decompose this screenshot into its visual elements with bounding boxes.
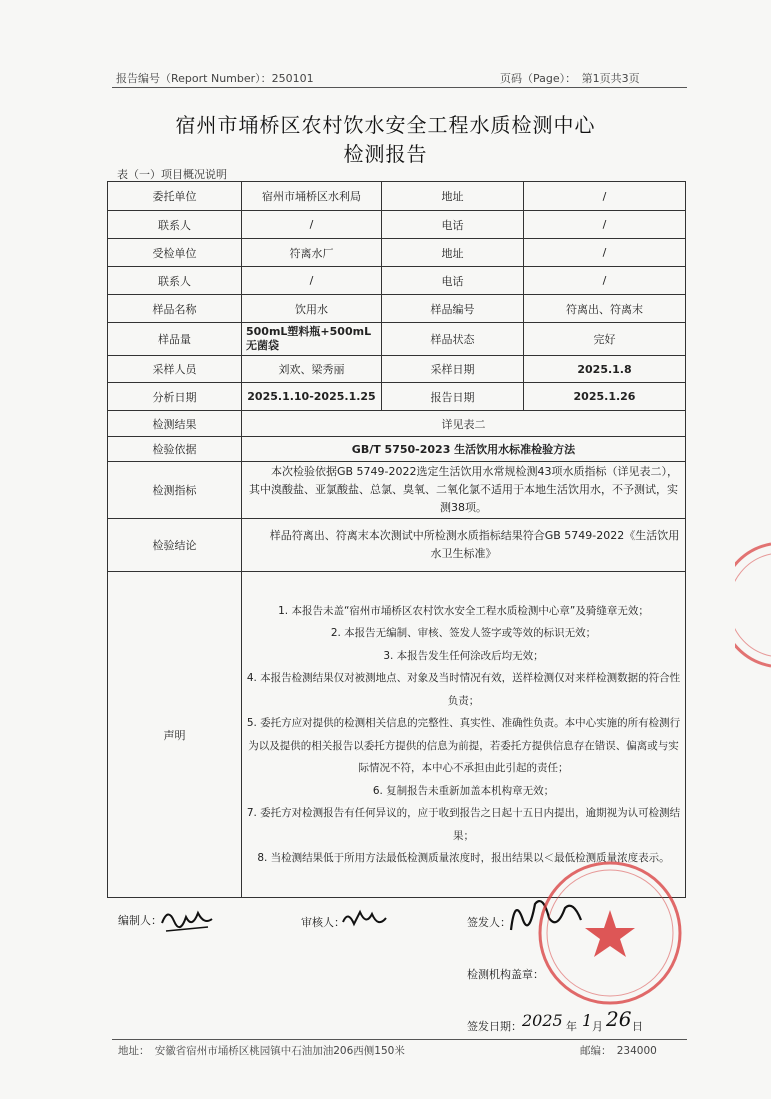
editor-signature	[158, 903, 216, 937]
cell-label: 报告日期	[382, 383, 524, 411]
cell-value: /	[524, 211, 686, 239]
cell-label: 联系人	[108, 211, 242, 239]
seal-label: 检测机构盖章：	[467, 968, 544, 981]
issuer-label: 签发人：	[467, 916, 511, 929]
cell-value: 刘欢、梁秀丽	[242, 356, 382, 383]
table-row	[108, 182, 686, 211]
cell-label: 样品编号	[382, 295, 524, 323]
cell-label: 样品量	[108, 323, 242, 356]
editor-label: 编制人：	[118, 914, 162, 927]
footer-divider	[112, 1039, 687, 1040]
cell-value: 详见表二	[242, 411, 686, 437]
footer-address: 地址： 安徽省宿州市埇桥区桃园镇中石油加油206西侧150米	[118, 1045, 405, 1057]
page-info: 页码（Page）： 第1页共3页	[500, 72, 640, 85]
table-row	[108, 572, 686, 898]
cell-value: /	[524, 182, 686, 211]
table-row	[108, 411, 686, 437]
table-row	[108, 437, 686, 462]
cell-value: 2025.1.8	[524, 356, 686, 383]
cell-label: 地址	[382, 239, 524, 267]
header-divider	[112, 87, 687, 88]
cell-value: 完好	[524, 323, 686, 356]
cell-label: 地址	[382, 182, 524, 211]
cell-value: 符离出、符离末	[524, 295, 686, 323]
issue-date-year: 2025	[522, 1011, 563, 1030]
reviewer-signature	[340, 904, 390, 934]
cell-value: 2025.1.26	[524, 383, 686, 411]
issue-date-month: 1	[582, 1011, 593, 1030]
cell-value: 本次检验依据GB 5749-2022选定生活饮用水常规检测43项水质指标（详见表二），其中溴酸盐、亚氯酸盐、总氯、臭氧、二氧化氯不适用于本地生活饮用水，不予测试，实测38项。	[242, 462, 686, 519]
cell-label: 检验依据	[108, 437, 242, 462]
official-seal-stamp	[535, 858, 685, 1008]
cell-value: /	[524, 267, 686, 295]
issue-date-label: 签发日期：	[467, 1020, 522, 1033]
cell-label: 电话	[382, 267, 524, 295]
seam-seal-stamp	[735, 540, 771, 670]
issue-date-day-suffix: 日	[632, 1020, 643, 1033]
issue-date-month-suffix: 月	[592, 1020, 603, 1033]
table-row	[108, 239, 686, 267]
cell-value: /	[242, 267, 382, 295]
table-row	[108, 383, 686, 411]
footer-postcode: 邮编： 234000	[580, 1045, 657, 1057]
table-caption: 表（一）项目概况说明	[117, 168, 227, 181]
statement-item: 4. 本报告检测结果仅对被测地点、对象及当时情况有效，送样检测仅对来样检测数据的符合性负责；	[246, 672, 681, 707]
cell-label: 受检单位	[108, 239, 242, 267]
document-title: 宿州市埇桥区农村饮水安全工程水质检测中心	[175, 113, 596, 137]
table-row	[108, 462, 686, 519]
cell-label: 检测结果	[108, 411, 242, 437]
cell-label: 分析日期	[108, 383, 242, 411]
cell-value: 2025.1.10-2025.1.25	[242, 383, 382, 411]
table-row	[108, 267, 686, 295]
cell-value: 饮用水	[242, 295, 382, 323]
cell-label: 声明	[108, 572, 242, 898]
cell-value: 样品符离出、符离末本次测试中所检测水质指标结果符合GB 5749-2022《生活饮用水卫生标准》	[242, 519, 686, 572]
cell-label: 采样人员	[108, 356, 242, 383]
table-row	[108, 211, 686, 239]
cell-value: 500mL塑料瓶+500mL无菌袋	[242, 323, 382, 356]
cell-label: 电话	[382, 211, 524, 239]
table-row	[108, 356, 686, 383]
cell-label: 样品名称	[108, 295, 242, 323]
cell-value: 宿州市埇桥区水利局	[242, 182, 382, 211]
cell-label: 检验结论	[108, 519, 242, 572]
document-subtitle: 检测报告	[343, 142, 428, 166]
cell-label: 检测指标	[108, 462, 242, 519]
statement-item: 7. 委托方对检测报告有任何异议的，应于收到报告之日起十五日内提出，逾期视为认可检测结果；	[246, 807, 681, 842]
issue-date-year-suffix: 年	[566, 1020, 577, 1033]
table-row	[108, 295, 686, 323]
statement-list	[242, 572, 686, 898]
cell-label: 样品状态	[382, 323, 524, 356]
cell-value: /	[242, 211, 382, 239]
statement-item: 1. 本报告未盖“宿州市埇桥区农村饮水安全工程水质检测中心章”及骑缝章无效；	[278, 604, 649, 617]
report-number: 报告编号（Report Number）：250101	[116, 72, 314, 85]
statement-item: 6. 复制报告未重新加盖本机构章无效；	[372, 784, 555, 797]
cell-label: 委托单位	[108, 182, 242, 211]
issue-date-day: 26	[606, 1007, 632, 1031]
cell-value: 符离水厂	[242, 239, 382, 267]
table-row	[108, 519, 686, 572]
reviewer-label: 审核人：	[301, 916, 345, 929]
statement-item: 3. 本报告发生任何涂改后均无效；	[383, 649, 544, 662]
statement-item: 5. 委托方应对提供的检测相关信息的完整性、真实性、准确性负责。本中心实施的所有检测行为以及提供的相关报告以委托方提供的信息为前提，若委托方提供信息存在错误、偏离或与实际情况不符，本中心不承担由此引起的责任；	[246, 717, 681, 774]
statement-item: 8. 当检测结果低于所用方法最低检测质量浓度时，报出结果以＜最低检测质量浓度表示。	[257, 852, 670, 864]
statement-item: 2. 本报告无编制、审核、签发人签字或等效的标识无效；	[330, 627, 597, 639]
cell-value: /	[524, 239, 686, 267]
cell-label: 联系人	[108, 267, 242, 295]
cell-value: GB/T 5750-2023 生活饮用水标准检验方法	[242, 437, 686, 462]
cell-label: 采样日期	[382, 356, 524, 383]
table-row	[108, 323, 686, 356]
project-overview-table	[107, 181, 686, 898]
